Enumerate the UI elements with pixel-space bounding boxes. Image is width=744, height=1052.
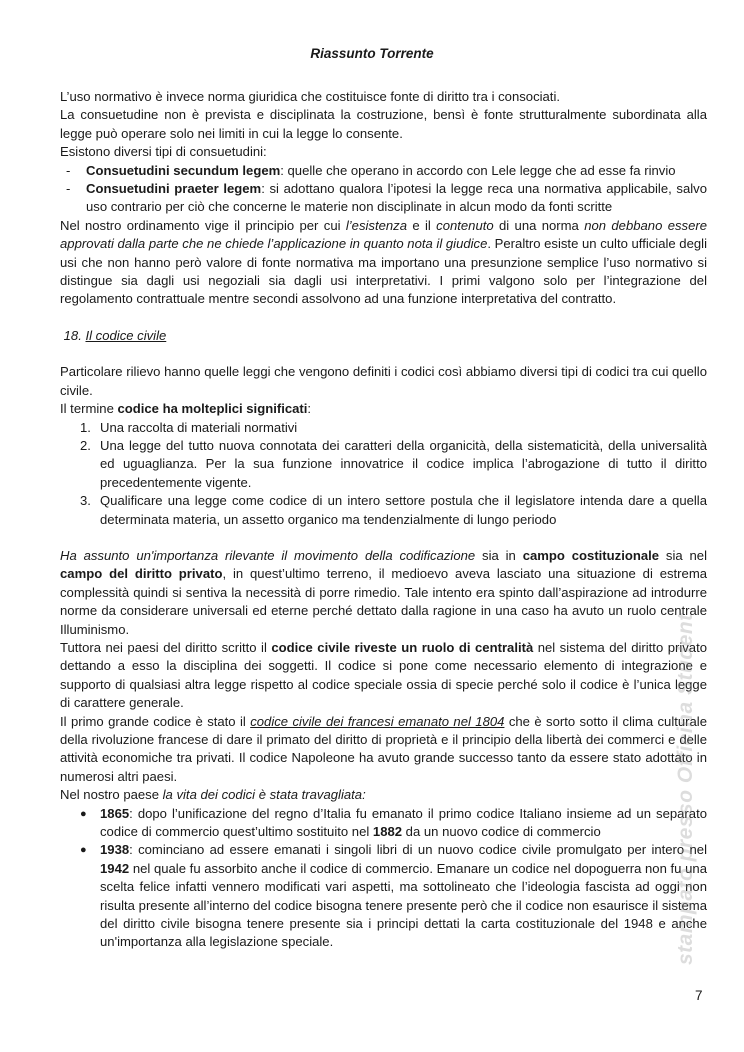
paragraph: Particolare rilievo hanno quelle leggi che vengono definiti i codici così abbiamo diversi tipi di codici tra cui quello civile.: [60, 364, 707, 398]
paragraph: L’uso normativo è invece norma giuridica che costituisce fonte di diritto tra i consociati.: [60, 89, 560, 104]
section-number: 18.: [63, 327, 86, 343]
list-item: [80, 805, 707, 842]
term: Consuetudini secundum legem: [86, 162, 281, 178]
paragraph: [60, 217, 707, 309]
consuetudini-list: [60, 162, 707, 217]
list-item: [80, 492, 707, 529]
text: Nel nostro paese: [60, 787, 163, 803]
paragraph: [60, 547, 707, 639]
year: 1942: [100, 860, 130, 876]
emphasis: la vita dei codici è stata travagliata:: [162, 787, 366, 803]
term: Consuetudini praeter legem: [86, 181, 262, 197]
underlined-emphasis: codice civile dei francesi emanato nel 1804: [250, 713, 505, 729]
term-description: : quelle che operano in accordo con Lele legge che ad esse fa rinvio: [280, 162, 676, 178]
text: Tuttora nei paesi del diritto scritto il: [60, 639, 272, 655]
section-title: Il codice civile: [85, 327, 167, 343]
paragraph: La consuetudine non è prevista e disciplinata la costruzione, bensì è fonte strutturalmente subordinata alla legge può operare solo nei limiti in cui la legge lo consente.: [60, 107, 707, 141]
dash-bullet-icon: [66, 162, 86, 180]
emphasis: non debbano essere approvati dalla parte che ne chiede l’applicazione in quanto nota il giudice: [60, 217, 707, 252]
list-text: Una legge del tutto nuova connotata dei caratteri della organicità, della sistematicità, della universalità ed uguaglianza. Per la sua funzione innovatrice il codice implica l’abrogazione di tutto il diritto precedentemente vigente.: [100, 437, 707, 490]
paragraph: [60, 713, 707, 787]
term-description: : si adottano qualora l’ipotesi la legge reca una normativa applicabile, salvo uso contrario per ciò che concerne le materie non disciplinate in alcun modo da fonti scritte: [86, 181, 707, 215]
year: 1865: [100, 805, 130, 821]
bold-text: codice ha molteplici significati: [117, 401, 308, 417]
document-title: Riassunto Torrente: [310, 46, 434, 61]
list-number: 1.: [80, 419, 91, 435]
emphasis: Ha assunto un'importanza rilevante il movimento della codificazione: [60, 547, 476, 563]
year: 1882: [372, 824, 403, 840]
text: e il: [407, 217, 437, 233]
paragraph: Esistono diversi tipi di consuetudini:: [60, 144, 267, 160]
bold-text: campo costituzionale: [522, 547, 660, 563]
section-heading: [60, 327, 707, 345]
list-text: Una raccolta di materiali normativi: [100, 419, 298, 435]
bullet-icon: [80, 805, 98, 823]
text: . Peraltro esiste un culto ufficiale degli usi che non hanno però valore di fonte normativa ma importano una presunzione semplice l’uso normativo si distingue sia dagli usi negoziali sia dagli usi interpretativi. I primi valgono solo per l’integrazione del regolamento contrattuale mentre secondi assolvono ad una funzione interpretativa del contratto.: [60, 236, 707, 307]
list-item: [60, 180, 707, 217]
list-text: Qualificare una legge come codice di un intero settore postula che il legislatore intenda dare a quella determinata materia, un assetto organico ma tendenzialmente di lungo periodo: [100, 493, 707, 527]
text: da un nuovo codice di commercio: [402, 824, 601, 840]
text: nel quale fu assorbito anche il codice di commercio. Emanare un codice nel dopoguerra non fu una scelta felice infatti vennero modificati vari aspetti, ma sottolineato che l’ideologia fascista ad oggi non risulta presente all’interno del codice bisogna tenere presente però che il codice non esaurisce il sistema del diritto civile bisogna tenere presente sia i principi dettati la carta costituzionale del 1948 e anche un'importanza alla legislazione speciale.: [100, 860, 707, 950]
text: Nel nostro ordinamento vige il principio per cui: [60, 217, 346, 233]
text: , in quest’ultimo terreno, il medioevo aveva lasciato una situazione di estrema complessità quindi si sentiva la necessità di porre rimedio. Tale intento era spinto dall’aspirazione ad introdurre norme da considerare universali ed eterne perché dettato dalla ragione in una caso ha avuto un ruolo centrale Illuminismo.: [60, 566, 708, 637]
text: che è sorto sotto il clima culturale della rivoluzione francese di dare il primato del diritto di proprietà e il principio della libertà dei commerci e delle attività economiche tra privati. Il codice Napoleone ha avuto grande successo tanto da essere stato adottato in numerosi altri paesi.: [60, 713, 707, 784]
history-list: [80, 805, 707, 952]
list-number: 2.: [80, 437, 91, 453]
emphasis: l’esistenza: [345, 217, 407, 233]
emphasis: contenuto: [436, 217, 494, 233]
text: :: [307, 401, 312, 417]
page-number: 7: [695, 988, 703, 1003]
bold-text: campo del diritto privato: [60, 566, 223, 582]
watermark: stampato presso Officina Student: [674, 613, 697, 965]
text: sia nel: [659, 547, 707, 563]
year: 1938: [100, 842, 130, 858]
bold-text: codice civile riveste un ruolo di centralità: [271, 639, 534, 655]
dash-bullet-icon: [66, 180, 86, 198]
text: di una norma: [493, 217, 585, 233]
text: : cominciano ad essere emanati i singoli libri di un nuovo codice civile promulgato per intero nel: [129, 842, 707, 858]
list-item: [80, 437, 707, 492]
text: sia in: [475, 547, 523, 563]
text: : dopo l’unificazione del regno d’Italia fu emanato il primo codice Italiano insieme ad un separato codice di commercio quest’ultimo sostituito nel: [100, 805, 707, 840]
text: nel sistema del diritto privato dettando a esso la disciplina dei soggetti. Il codice si pone come necessario elemento di integrazione e supporto di qualsiasi altra legge rispetto al codice speciale ossia di specie perché solo il codice è l’unica legge di carattere generale.: [60, 639, 708, 711]
meanings-list: [80, 419, 707, 529]
text: Il primo grande codice è stato il: [60, 713, 251, 729]
text: Il termine: [60, 401, 118, 417]
paragraph: [60, 639, 707, 713]
list-item: [80, 419, 707, 437]
document-body: [60, 88, 707, 952]
list-item: [60, 162, 707, 180]
paragraph: [60, 400, 707, 418]
list-item: [80, 841, 707, 951]
list-number: 3.: [80, 493, 91, 509]
paragraph: [60, 786, 707, 804]
bullet-icon: [80, 841, 98, 859]
